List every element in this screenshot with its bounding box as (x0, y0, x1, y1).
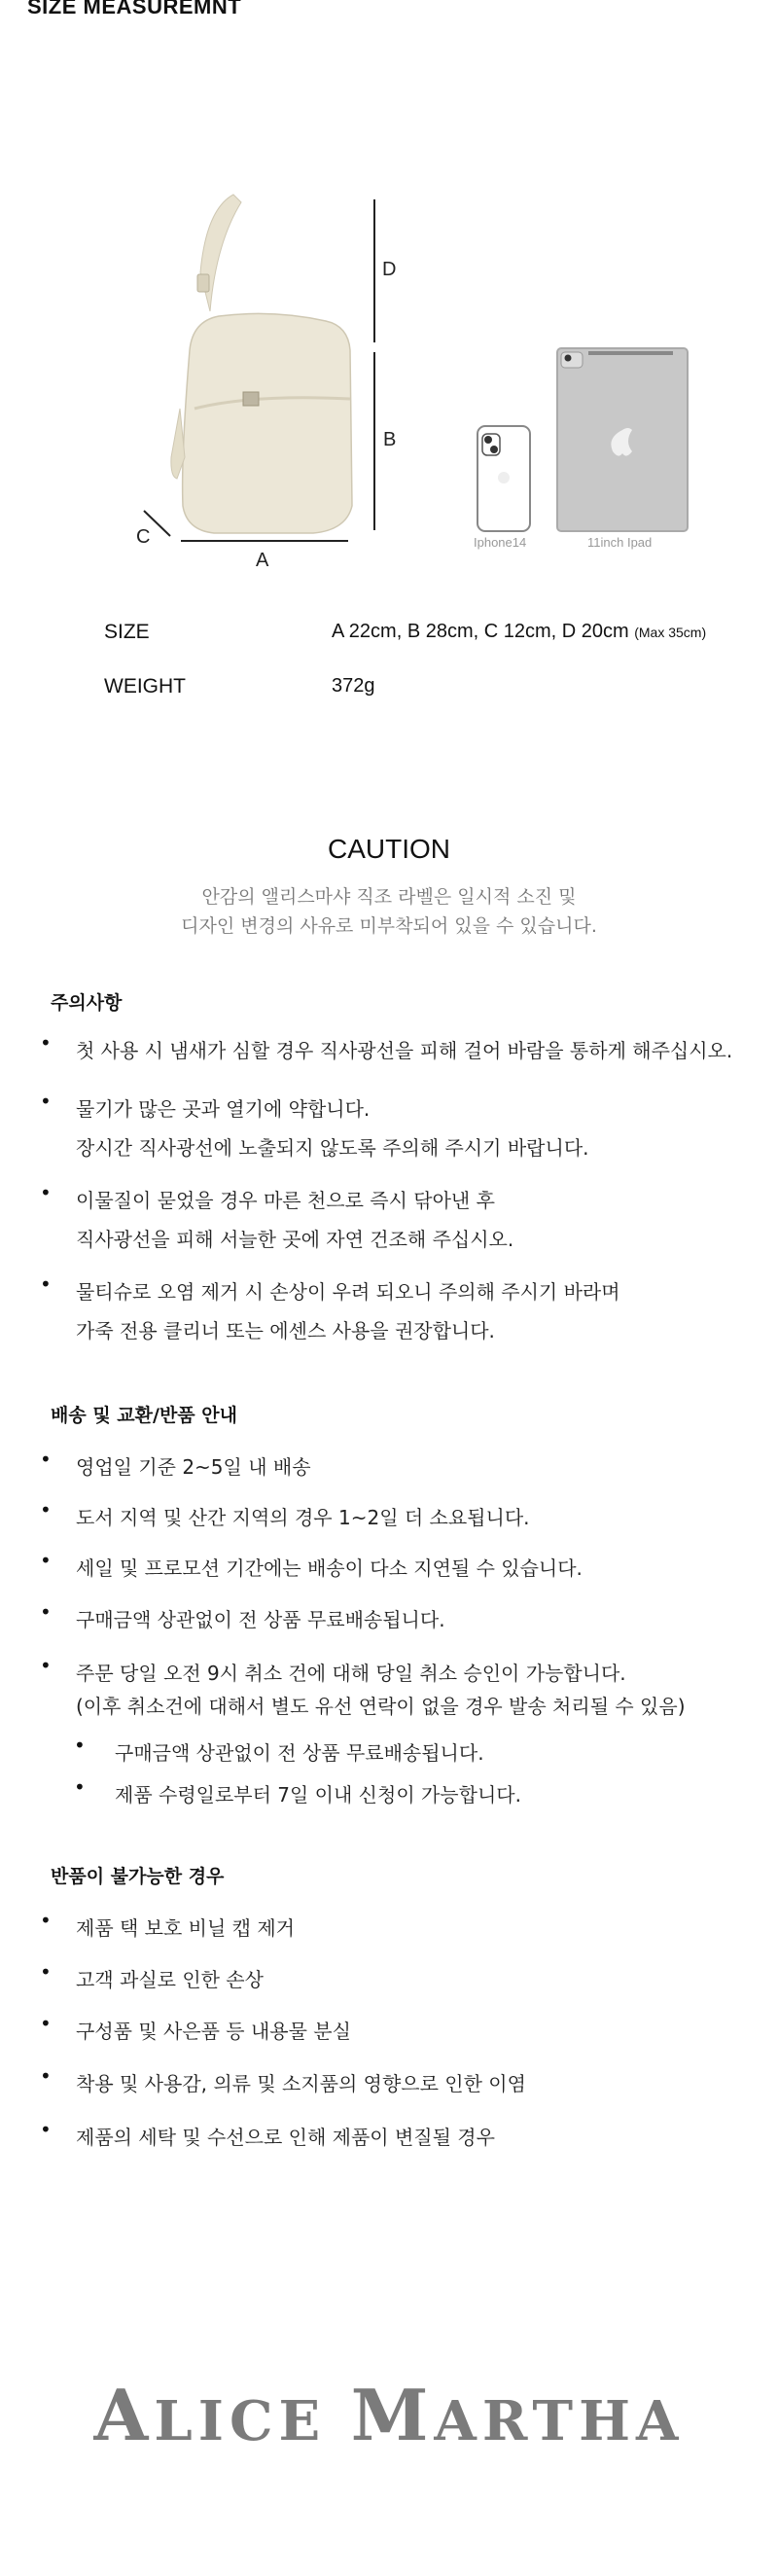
bullet: • (40, 2012, 52, 2035)
list-item: 구성품 및 사은품 등 내용물 분실 (76, 2020, 351, 2043)
bag-buckle (243, 392, 259, 406)
dimension-label-b: B (383, 429, 397, 450)
bullet: • (40, 1181, 52, 1204)
bag-body (183, 313, 352, 533)
caution-subtitle-line: 디자인 변경의 사유로 미부착되어 있을 수 있습니다. (181, 915, 597, 937)
list-item: 첫 사용 시 냄새가 심할 경우 직사광선을 피해 걸어 바람을 통하게 해주십시오. (76, 1039, 733, 1062)
section-title-shipping: 배송 및 교환/반품 안내 (51, 1405, 237, 1426)
list-item: 세일 및 프로모션 기간에는 배송이 다소 지연될 수 있습니다. (76, 1556, 583, 1580)
bullet: • (40, 1031, 52, 1055)
list-item: 직사광선을 피해 서늘한 곳에 자연 건조해 주십시오. (76, 1228, 514, 1251)
tablet-icon (557, 348, 688, 531)
list-item: 착용 및 사용감, 의류 및 소지품의 영향으로 인한 이염 (76, 2072, 526, 2095)
list-item: 제품 택 보호 비닐 캡 제거 (76, 1916, 295, 1940)
brand-logo: ALICE MARTHA (93, 2374, 685, 2456)
bullet: • (40, 1600, 52, 1624)
list-item: 제품의 세탁 및 수선으로 인해 제품이 변질될 경우 (76, 2126, 495, 2149)
caution-subtitle-line: 안감의 앨리스마샤 직조 라벨은 일시적 소진 및 (201, 886, 577, 908)
list-item: 주문 당일 오전 9시 취소 건에 대해 당일 취소 승인이 가능합니다. (76, 1662, 626, 1685)
bullet: • (40, 2064, 52, 2088)
bullet: • (40, 1090, 52, 1113)
list-item: 구매금액 상관없이 전 상품 무료배송됩니다. (76, 1608, 445, 1631)
list-item: 물티슈로 오염 제거 시 손상이 우려 되오니 주의해 주시기 바라며 (76, 1280, 620, 1304)
bag-strap (200, 195, 241, 311)
sub-bullet: • (74, 1734, 86, 1757)
dimension-label-a: A (256, 550, 269, 571)
list-item: (이후 취소건에 대해서 별도 유선 연락이 없을 경우 발송 처리될 수 있음) (76, 1695, 686, 1718)
sub-bullet: • (74, 1775, 86, 1799)
bullet: • (40, 2118, 52, 2141)
bullet: • (40, 1498, 52, 1521)
section-title-no-return: 반품이 불가능한 경우 (51, 1866, 225, 1887)
sub-list-item: 구매금액 상관없이 전 상품 무료배송됩니다. (115, 1741, 484, 1765)
list-item: 이물질이 묻었을 경우 마른 천으로 즉시 닦아낸 후 (76, 1189, 495, 1212)
bullet: • (40, 1960, 52, 1984)
page-title: SIZE MEASUREMNT (27, 0, 242, 18)
bullet: • (40, 1909, 52, 1932)
spec-size-value: A 22cm, B 28cm, C 12cm, D 20cm (Max 35cm) (332, 621, 707, 642)
strap-buckle (197, 274, 209, 292)
dimension-label-d: D (382, 259, 397, 280)
spec-weight-value: 372g (332, 675, 375, 697)
spec-size-key: SIZE (104, 621, 150, 643)
list-item: 물기가 많은 곳과 열기에 약합니다. (76, 1097, 371, 1121)
measurement-diagram (0, 0, 778, 603)
device-label-tablet: 11inch Ipad (587, 535, 653, 550)
bullet: • (40, 1654, 52, 1677)
list-item: 고객 과실로 인한 손상 (76, 1968, 264, 1991)
list-item: 영업일 기준 2~5일 내 배송 (76, 1455, 311, 1479)
list-item: 도서 지역 및 산간 지역의 경우 1~2일 더 소요됩니다. (76, 1506, 530, 1529)
bullet: • (40, 1272, 52, 1296)
list-item: 가죽 전용 클리너 또는 에센스 사용을 권장합니다. (76, 1319, 495, 1342)
caution-title: CAUTION (328, 834, 450, 864)
spec-weight-key: WEIGHT (104, 675, 186, 698)
list-item: 장시간 직사광선에 노출되지 않도록 주의해 주시기 바랍니다. (76, 1136, 589, 1160)
section-title-notice: 주의사항 (51, 992, 123, 1014)
device-label-phone: Iphone14 (474, 535, 527, 550)
sub-list-item: 제품 수령일로부터 7일 이내 신청이 가능합니다. (115, 1783, 521, 1807)
bullet: • (40, 1448, 52, 1471)
bullet: • (40, 1549, 52, 1572)
dimension-label-c: C (136, 526, 151, 548)
phone-icon (477, 426, 530, 531)
